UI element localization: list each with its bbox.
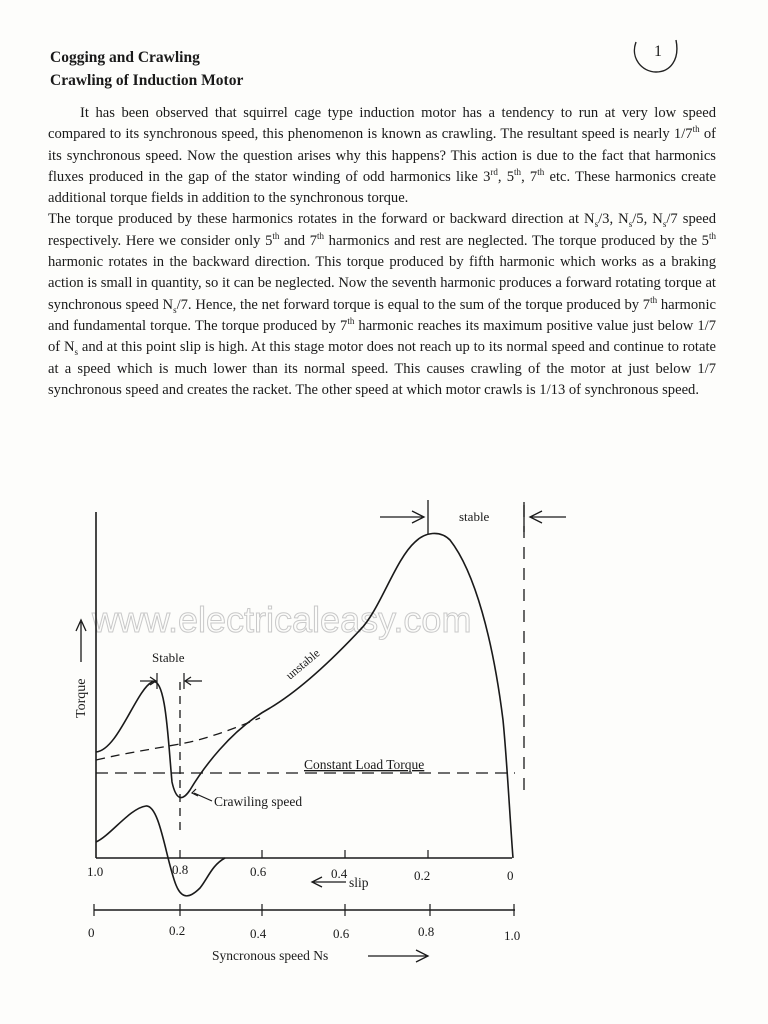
slip-tick-label: 0: [507, 868, 514, 883]
slip-tick-label: 0.8: [172, 862, 189, 877]
speed-tick-label: 0.8: [418, 924, 435, 939]
fundamental-torque-curve: [96, 718, 260, 760]
document-title: Cogging and Crawling: [50, 49, 200, 66]
speed-tick-label: 0: [88, 925, 95, 940]
crawling-speed-pointer: [192, 789, 212, 801]
y-axis-arrow: [76, 620, 86, 662]
document-subtitle: Crawling of Induction Motor: [50, 72, 244, 89]
crawling-speed-label: Crawiling speed: [214, 794, 303, 809]
page-number: 1: [654, 43, 662, 60]
slip-tick-marks: [180, 850, 428, 858]
speed-tick-label: 0.2: [169, 923, 186, 938]
load-torque-label: Constant Load Torque: [304, 757, 425, 772]
stable-large-label: stable: [459, 509, 490, 524]
speed-tick-label: 1.0: [504, 928, 521, 943]
speed-axis-arrow: [368, 950, 428, 962]
speed-tick-label: 0.4: [250, 926, 267, 941]
harmonic-torque-curve: [96, 806, 225, 896]
slip-tick-label: 0.6: [250, 864, 267, 879]
unstable-label: unstable: [282, 645, 323, 683]
y-axis-label: Torque: [74, 678, 89, 718]
stable-small-label: Stable: [152, 650, 185, 665]
speed-tick-label: 0.6: [333, 926, 350, 941]
speed-axis-label: Syncronous speed Ns: [212, 948, 329, 963]
slip-tick-label: 0.4: [331, 866, 348, 881]
slip-tick-label: 0.2: [414, 868, 431, 883]
stable-small-arrows: [140, 673, 202, 689]
paragraph-1: It has been observed that squirrel cage type induction motor has a tendency to run at very low speed compared to its synchronous speed, this phenomenon is known as crawling. The resultant speed is nearly 1/7th of its synchronous speed. Now the question arises why this happens? This action is due to the fact that harmonics fluxes produced in the gap of the stator winding of odd harmonics like 3rd, 5th, 7th etc. These harmonics create additional torque fields in addition to the synchronous torque.: [48, 105, 716, 207]
paragraph-2: The torque produced by these harmonics rotates in the forward or backward direction at $N_s/3$, $N_s/5$, $N_s/7$ speed respectively. Here we consider only 5th and 7th harmonics and rest are neglected. The torque produced by the 5th harmonic rotates in the backward direction. This torque produced by fifth harmonic which works as a braking action is small in quantity, so it can be neglected. Now the seventh harmonic produces a forward rotating torque at synchronous speed $N_s/7$. Hence, the net forward torque is equal to the sum of the torque produced by 7th harmonic and fundamental torque. The torque produced by 7th harmonic reaches its maximum positive value just below 1/7 of $N_s$ and at this point slip is high. At this stage motor does not reach up to its normal speed and continue to rotate at a speed which is much lower than its normal speed. This causes crawling of the motor at just below 1/7 synchronous speed and creates the racket. The other speed at which motor crawls is 1/13 of synchronous speed.: [48, 211, 717, 398]
resultant-torque-curve: [96, 533, 513, 858]
slip-label: slip: [349, 875, 369, 890]
watermark: www.electricaleasy.com: [92, 599, 472, 640]
slip-tick-label: 1.0: [87, 864, 104, 879]
